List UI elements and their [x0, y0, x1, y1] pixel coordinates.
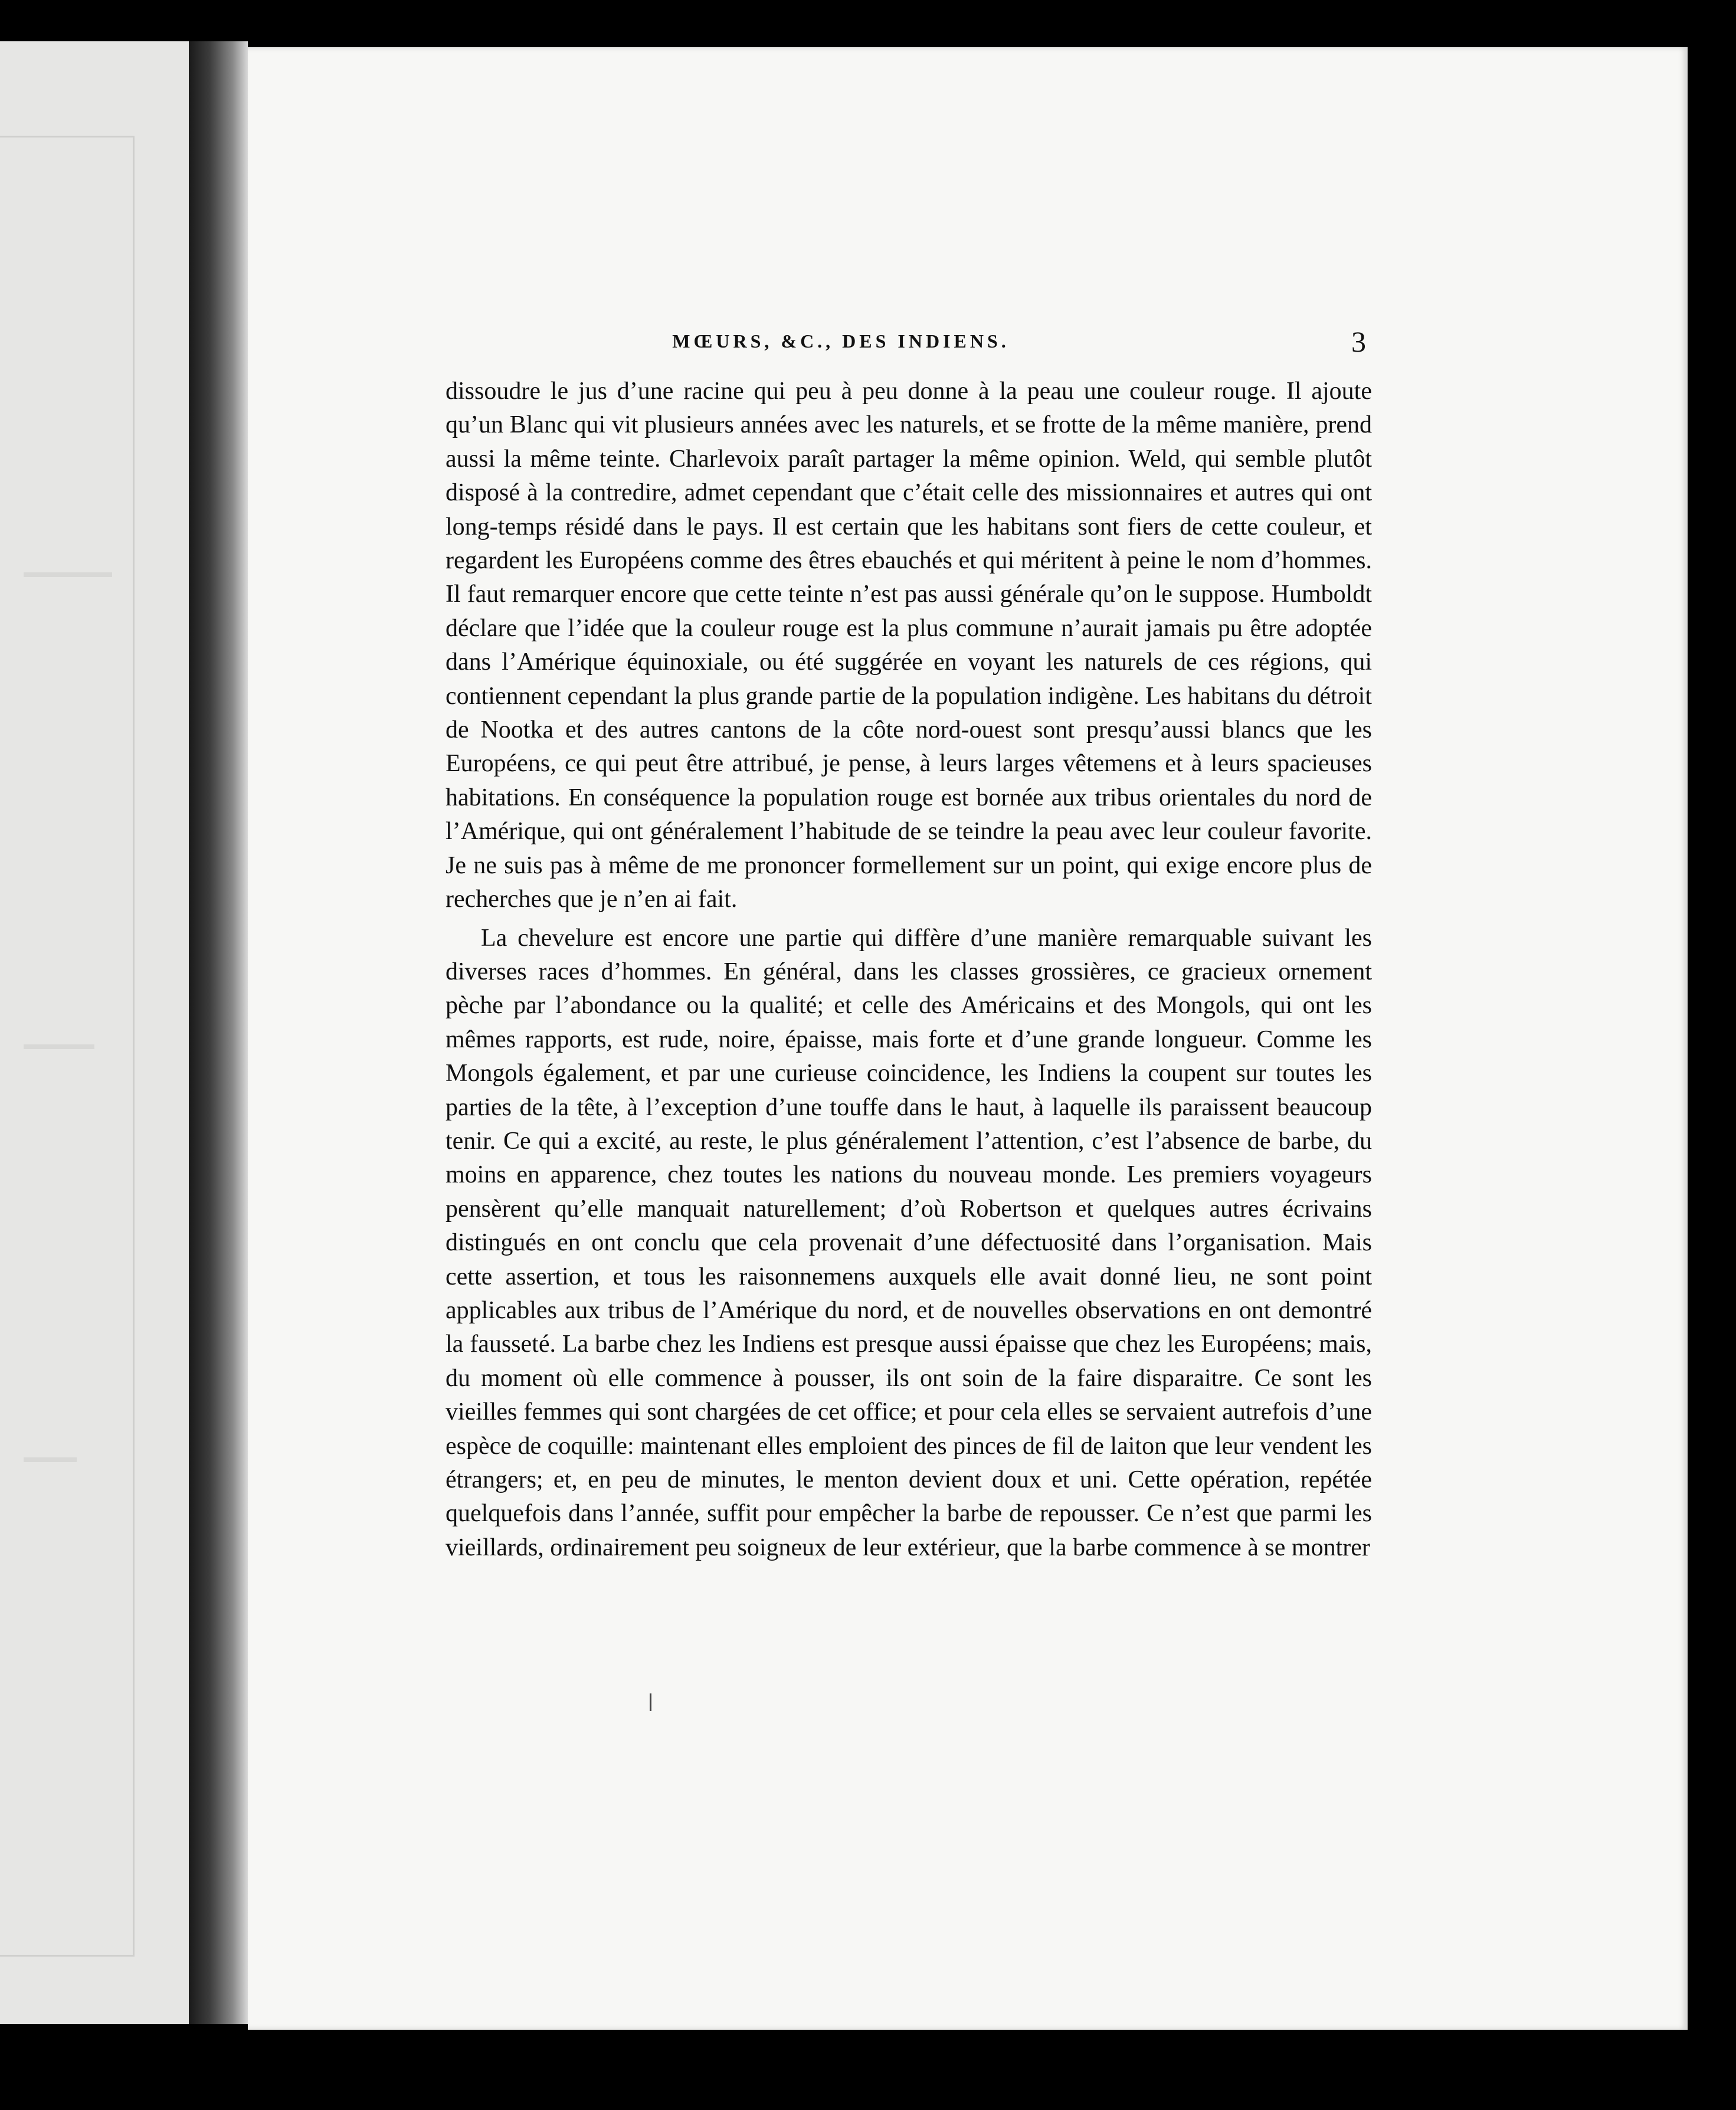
paragraph: La chevelure est encore une partie qui diffère d’une manière remarquable suivant les diverses races d’hommes. En général, dans les classes grossières, ce gracieux ornement pèche par l’abondance ou la qualité; et celle des Américains et des Mongols, qui ont les mêmes rapports, est rude, noire, épaisse, mais forte et d’une grande longueur. Comme les Mongols également, et par une curieuse coincidence, les Indiens la coupent sur toutes les parties de la tête, à l’exception d’une touffe dans le haut, à laquelle ils paraissent beaucoup tenir. Ce qui a excité, au reste, le plus généralement l’attention, c’est l’absence de barbe, du moins en apparence, chez toutes les nations du nouveau monde. Les premiers voyageurs pensèrent qu’elle manquait naturellement; d’où Robertson et quelques autres écrivains distingués en ont conclu que cela provenait d’une défectuosité dans l’organisation. Mais cette assertion, et tous les raisonnemens auxquels elle avait donné lieu, ne sont point applicables aux tribus de l’Amérique du nord, et de nouvelles observations en ont demontré la fausseté. La barbe chez les Indiens est presque aussi épaisse que chez les Européens; mais, du moment où elle commence à pousser, ils ont soin de la faire disparaitre. Ce sont les vieilles femmes qui sont chargées de cet office; et pour cela elles se servaient autrefois d’une espèce de coquille: maintenant elles emploient des pinces de fil de laiton que leur vendent les étrangers; et, en peu de minutes, le menton devient doux et uni. Cette opération, repétée quelquefois dans l’année, suffit pour empêcher la barbe de repousser. Ce n’est que parmi les vieillards, ordinairement peu soigneux de leur extérieur, que la barbe commence à se montrer — [446, 924, 1372, 1561]
book-gutter — [189, 41, 248, 2024]
page-number: 3 — [1351, 325, 1366, 358]
book-page — [248, 47, 1688, 2030]
running-head-text: MŒURS, &C., DES INDIENS. — [672, 330, 1010, 352]
previous-page-edge — [0, 41, 190, 2024]
previous-page-ghost-mark — [24, 1457, 77, 1462]
previous-page-ghost-mark — [24, 1044, 94, 1049]
margin-mark — [650, 1693, 651, 1711]
paragraph: dissoudre le jus d’une racine qui peu à peu donne à la peau une couleur rouge. Il ajoute qu’un Blanc qui vit plusieurs années avec les naturels, et se frotte de la même manière, prend aussi la même teinte. Charlevoix paraît partager la même opinion. Weld, qui semble plutôt disposé à la contredire, admet cependant que c’était celle des missionnaires et autres qui ont long-temps résidé dans le pays. Il est certain que les habitans sont fiers de cette couleur, et regardent les Européens comme des êtres ebauchés et qui méritent à peine le nom d’hommes. Il faut remarquer encore que cette teinte n’est pas aussi générale qu’on le suppose. Humboldt déclare que l’idée que la couleur rouge est la plus commune n’aurait jamais pu être adoptée dans l’Amérique équinoxiale, ou été suggérée en voyant les naturels de ces régions, qui contiennent cependant la plus grande partie de la population indigène. Les habitans du détroit de Nootka et des autres cantons de la côte nord-ouest sont presqu’aussi blancs que les Européens, ce qui peut être attribué, je pense, à leurs larges vêtemens et à leurs spacieuses habitations. En conséquence la population rouge est bornée aux tribus orientales du nord de l’Amérique, qui ont généralement l’habitude de se teindre la peau avec leur couleur favorite. Je ne suis pas à même de me prononcer formellement sur un point, qui exige encore plus de recherches que je n’en ai fait. — [446, 378, 1372, 913]
running-head — [248, 330, 1688, 352]
previous-page-ghost-mark — [24, 572, 112, 577]
body-text — [446, 375, 1372, 1565]
